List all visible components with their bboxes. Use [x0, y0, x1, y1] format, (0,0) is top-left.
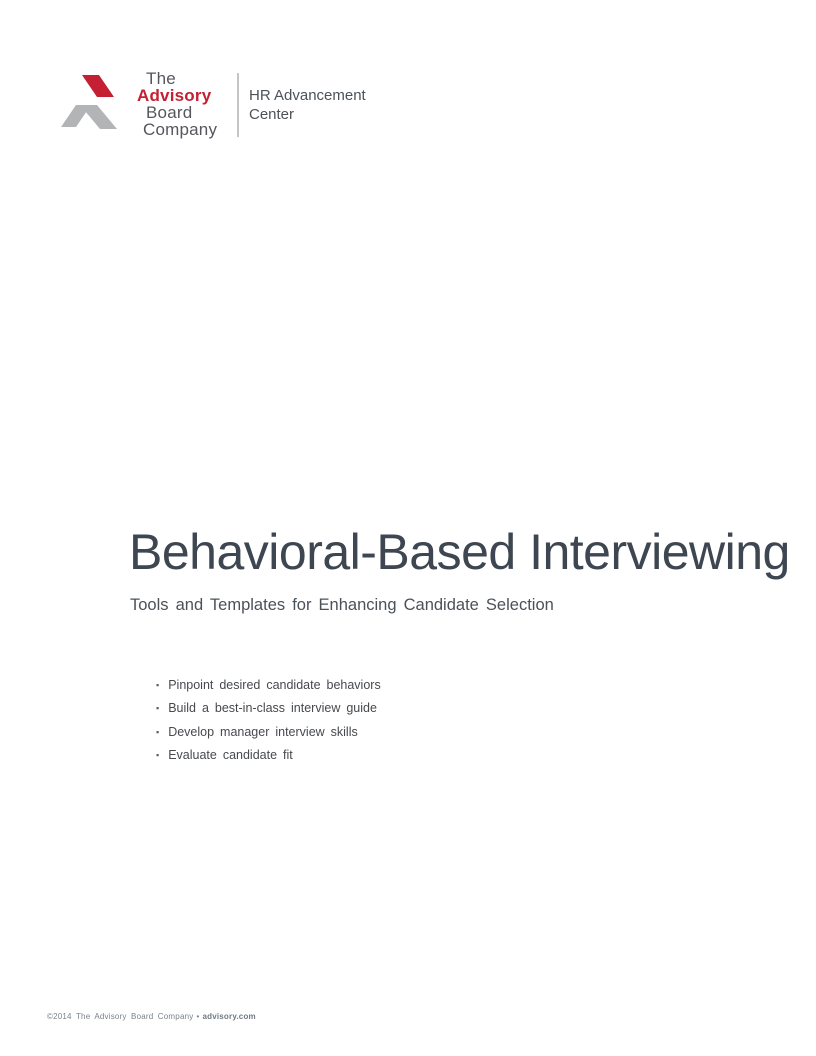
division-name	[249, 86, 366, 124]
footer-website: advisory.com	[202, 1012, 256, 1021]
bullet-text: Evaluate candidate fit	[168, 748, 293, 763]
logo-red-stroke	[82, 75, 114, 97]
bullet-text: Build a best-in-class interview guide	[168, 701, 377, 716]
page-title: Behavioral-Based Interviewing	[129, 524, 790, 580]
division-line-2: Center	[249, 106, 295, 123]
logo-line-board: Board	[146, 103, 193, 122]
logo-line-the: The	[146, 69, 176, 88]
page-subtitle: Tools and Templates for Enhancing Candidate Selection	[130, 596, 554, 614]
bullet-icon: ▪	[156, 680, 160, 690]
bullet-icon: ▪	[156, 703, 160, 714]
list-item	[156, 697, 381, 720]
bullet-icon: ▪	[156, 726, 160, 737]
bullet-list	[156, 674, 381, 768]
logo-gray-right-leg	[80, 105, 117, 129]
logo-divider	[237, 73, 239, 137]
bullet-text: Pinpoint desired candidate behaviors	[168, 678, 381, 692]
list-item	[156, 674, 381, 697]
footer-separator: •	[196, 1012, 200, 1021]
logo-line-advisory: Advisory	[137, 86, 212, 105]
division-line-1: HR Advancement	[249, 87, 366, 104]
bullet-icon: ▪	[156, 750, 160, 761]
logo-line-company: Company	[143, 120, 218, 139]
advisory-board-logo-wordmark	[137, 70, 217, 138]
copyright-text: ©2014 The Advisory Board Company	[47, 1012, 194, 1021]
page-footer	[47, 1012, 256, 1021]
advisory-board-logo-icon	[60, 74, 118, 130]
list-item	[156, 744, 381, 767]
list-item	[156, 721, 381, 744]
bullet-text: Develop manager interview skills	[168, 724, 358, 739]
